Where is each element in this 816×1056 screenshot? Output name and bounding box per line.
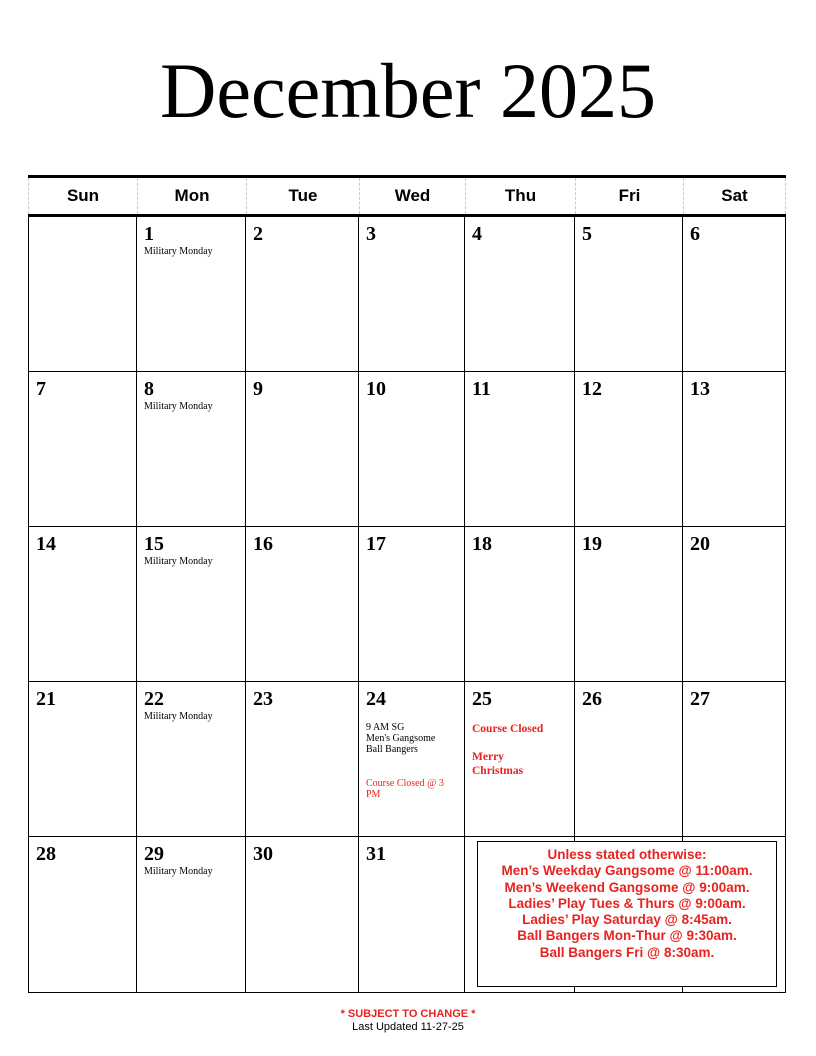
day-cell-18 bbox=[465, 527, 575, 682]
event-item: 9 AM SG bbox=[366, 722, 405, 733]
day-number: 23 bbox=[253, 688, 273, 710]
notice-line: Ball Bangers Mon-Thur @ 9:30am. bbox=[517, 928, 737, 944]
day-number: 27 bbox=[690, 688, 710, 710]
notice-line: Ball Bangers Fri @ 8:30am. bbox=[539, 944, 715, 960]
day-cell-7 bbox=[28, 372, 137, 527]
day-cell-8 bbox=[137, 372, 246, 527]
day-number: 13 bbox=[690, 378, 710, 400]
weekday-header-row bbox=[28, 178, 786, 214]
day-cell-5 bbox=[575, 217, 683, 372]
day-cell-4 bbox=[465, 217, 575, 372]
day-number: 10 bbox=[366, 378, 386, 400]
event-spacer bbox=[366, 755, 460, 778]
day-number: 17 bbox=[366, 533, 386, 555]
course-closed-note: Course Closed @ 3 PM bbox=[366, 778, 444, 800]
day-cell-6 bbox=[683, 217, 786, 372]
day-cell-26 bbox=[575, 682, 683, 837]
military-monday-event: Military Monday bbox=[144, 866, 213, 877]
day-cell-29 bbox=[137, 837, 246, 993]
day-number: 30 bbox=[253, 843, 273, 865]
day-cell-16 bbox=[246, 527, 359, 682]
day-number: 5 bbox=[582, 223, 592, 245]
military-monday-event: Military Monday bbox=[144, 246, 213, 257]
day-events bbox=[366, 722, 460, 800]
day-number: 9 bbox=[253, 378, 263, 400]
event-item: Ball Bangers bbox=[366, 744, 418, 755]
day-cell-23 bbox=[246, 682, 359, 837]
weekday-header-wed: Wed bbox=[359, 178, 465, 214]
event-spacer bbox=[472, 736, 570, 750]
day-cell-22 bbox=[137, 682, 246, 837]
day-number: 16 bbox=[253, 533, 273, 555]
day-number: 24 bbox=[366, 688, 386, 710]
day-number: 31 bbox=[366, 843, 386, 865]
holiday-events bbox=[472, 722, 570, 778]
day-number: 8 bbox=[144, 378, 154, 400]
day-number: 4 bbox=[472, 223, 482, 245]
day-number: 15 bbox=[144, 533, 164, 555]
subject-to-change-note: * SUBJECT TO CHANGE * bbox=[340, 1008, 476, 1020]
day-cell-3 bbox=[359, 217, 465, 372]
day-cell-9 bbox=[246, 372, 359, 527]
day-number: 7 bbox=[36, 378, 46, 400]
day-cell-31 bbox=[359, 837, 465, 993]
holiday-event-item: Course Closed bbox=[472, 723, 544, 735]
weekday-header-fri: Fri bbox=[575, 178, 683, 214]
day-number: 2 bbox=[253, 223, 263, 245]
day-cell-28 bbox=[28, 837, 137, 993]
day-number: 18 bbox=[472, 533, 492, 555]
weekday-header-sun: Sun bbox=[28, 178, 137, 214]
military-monday-event: Military Monday bbox=[144, 711, 213, 722]
calendar-title: December 2025 bbox=[160, 47, 656, 134]
military-monday-event: Military Monday bbox=[144, 556, 213, 567]
last-updated-note: Last Updated 11-27-25 bbox=[352, 1021, 464, 1033]
day-number: 14 bbox=[36, 533, 56, 555]
notice-heading: Unless stated otherwise: bbox=[547, 847, 707, 862]
holiday-event-item: Merry Christmas bbox=[472, 751, 524, 777]
day-number: 25 bbox=[472, 688, 492, 710]
day-cell-1 bbox=[137, 217, 246, 372]
day-number: 21 bbox=[36, 688, 56, 710]
weekday-header-mon: Mon bbox=[137, 178, 246, 214]
notice-line: Men’s Weekend Gangsome @ 9:00am. bbox=[504, 879, 750, 895]
day-cell-2 bbox=[246, 217, 359, 372]
day-number: 3 bbox=[366, 223, 376, 245]
day-cell-20 bbox=[683, 527, 786, 682]
notice-line: Men’s Weekday Gangsome @ 11:00am. bbox=[501, 863, 753, 879]
day-cell-10 bbox=[359, 372, 465, 527]
day-cell-24 bbox=[359, 682, 465, 837]
day-number: 11 bbox=[472, 378, 491, 400]
military-monday-event: Military Monday bbox=[144, 401, 213, 412]
day-cell-15 bbox=[137, 527, 246, 682]
day-number: 22 bbox=[144, 688, 164, 710]
day-cell-13 bbox=[683, 372, 786, 527]
event-item: Men's Gangsome bbox=[366, 733, 436, 744]
day-cell-21 bbox=[28, 682, 137, 837]
day-number: 12 bbox=[582, 378, 602, 400]
notice-line: Ladies’ Play Saturday @ 8:45am. bbox=[522, 912, 732, 928]
day-number: 28 bbox=[36, 843, 56, 865]
day-cell-30 bbox=[246, 837, 359, 993]
day-cell-11 bbox=[465, 372, 575, 527]
schedule-notice-box bbox=[477, 841, 777, 987]
day-number: 26 bbox=[582, 688, 602, 710]
weekday-header-sat: Sat bbox=[683, 178, 786, 214]
day-number: 19 bbox=[582, 533, 602, 555]
notice-line: Ladies’ Play Tues & Thurs @ 9:00am. bbox=[508, 895, 746, 911]
weekday-header-tue: Tue bbox=[246, 178, 359, 214]
day-number: 29 bbox=[144, 843, 164, 865]
weekday-header-thu: Thu bbox=[465, 178, 575, 214]
day-cell-27 bbox=[683, 682, 786, 837]
day-number: 1 bbox=[144, 223, 154, 245]
day-cell-12 bbox=[575, 372, 683, 527]
day-cell-19 bbox=[575, 527, 683, 682]
day-number: 20 bbox=[690, 533, 710, 555]
day-cell-17 bbox=[359, 527, 465, 682]
empty-day-cell bbox=[28, 217, 137, 372]
day-cell-14 bbox=[28, 527, 137, 682]
day-number: 6 bbox=[690, 223, 700, 245]
day-cell-25 bbox=[465, 682, 575, 837]
